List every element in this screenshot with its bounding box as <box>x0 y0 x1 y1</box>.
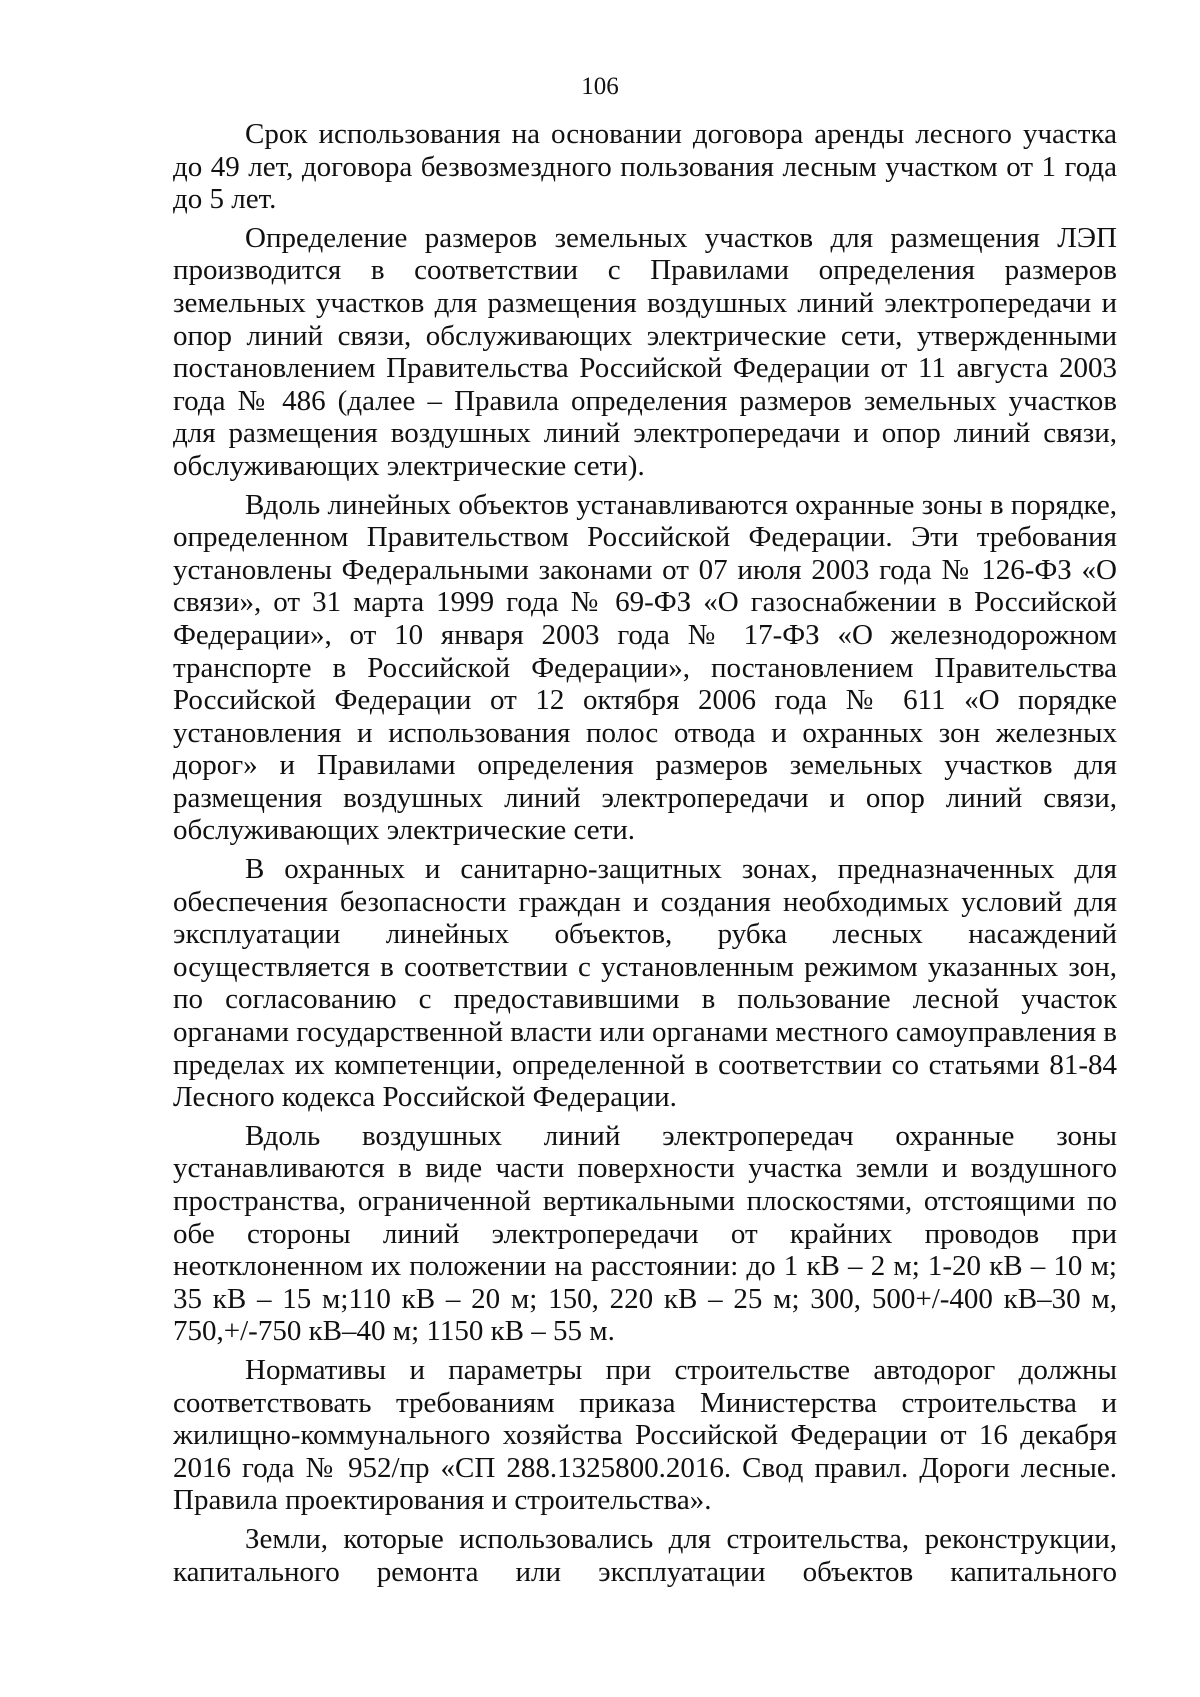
page-number: 106 <box>581 73 619 100</box>
paragraph-used-lands: Земли, которые использовались для строительства, реконструкции, капитального ремонта или эксплуатации объектов капитального <box>173 1522 1117 1588</box>
paragraph-lease-term: Срок использования на основании договора аренды лесного участка до 49 лет, договора безвозмездного пользования лесным участком от 1 года до 5 лет. <box>173 118 1117 216</box>
document-body <box>173 118 1117 1594</box>
paragraph-sanitary-zones: В охранных и санитарно-защитных зонах, предназначенных для обеспечения безопасности граждан и создания необходимых условий для эксплуатации линейных объектов, рубка лесных насаждений осуществляется в соответствии с установленным режимом указанных зон, по согласованию с предоставившими в пользование лесной участок органами государственной власти или органами местного самоуправления в пределах их компетенции, определенной в соответствии со статьями 81-84 Лесного кодекса Российской Федерации. <box>173 853 1117 1114</box>
paragraph-road-standards: Нормативы и параметры при строительстве автодорог должны соответствовать требованиям приказа Министерства строительства и жилищно-коммунального хозяйства Российской Федерации от 16 декабря 2016 года № 952/пр «СП 288.1325800.2016. Свод правил. Дороги лесные. Правила проектирования и строительства». <box>173 1353 1117 1517</box>
paragraph-power-line-zones: Вдоль воздушных линий электропередач охранные зоны устанавливаются в виде части поверхности участка земли и воздушного пространства, ограниченной вертикальными плоскостями, отстоящими по обе стороны линий электропередачи от крайних проводов при неотклоненном их положении на расстоянии: до 1 кВ – 2 м; 1-20 кВ – 10 м; 35 кВ – 15 м;110 кВ – 20 м; 150, 220 кВ – 25 м; 300, 500+/-400 кВ–30 м, 750,+/-750 кВ–40 м; 1150 кВ – 55 м. <box>173 1119 1117 1348</box>
paragraph-protected-zones: Вдоль линейных объектов устанавливаются охранные зоны в порядке, определенном Правительством Российской Федерации. Эти требования установлены Федеральными законами от 07 июля 2003 года № 126-ФЗ «О связи», от 31 марта 1999 года № 69-ФЗ «О газоснабжении в Российской Федерации», от 10 января 2003 года № 17-ФЗ «О железнодорожном транспорте в Российской Федерации», постановлением Правительства Российской Федерации от 12 октября 2006 года № 611 «О порядке установления и использования полос отвода и охранных зон железных дорог» и Правилами определения размеров земельных участков для размещения воздушных линий электропередачи и опор линий связи, обслуживающих электрические сети. <box>173 488 1117 847</box>
paragraph-land-plot-size: Определение размеров земельных участков для размещения ЛЭП производится в соответствии с Правилами определения размеров земельных участков для размещения воздушных линий электропередачи и опор линий связи, обслуживающих электрические сети, утвержденными постановлением Правительства Российской Федерации от 11 августа 2003 года № 486 (далее – Правила определения размеров земельных участков для размещения воздушных линий электропередачи и опор линий связи, обслуживающих электрические сети). <box>173 221 1117 482</box>
